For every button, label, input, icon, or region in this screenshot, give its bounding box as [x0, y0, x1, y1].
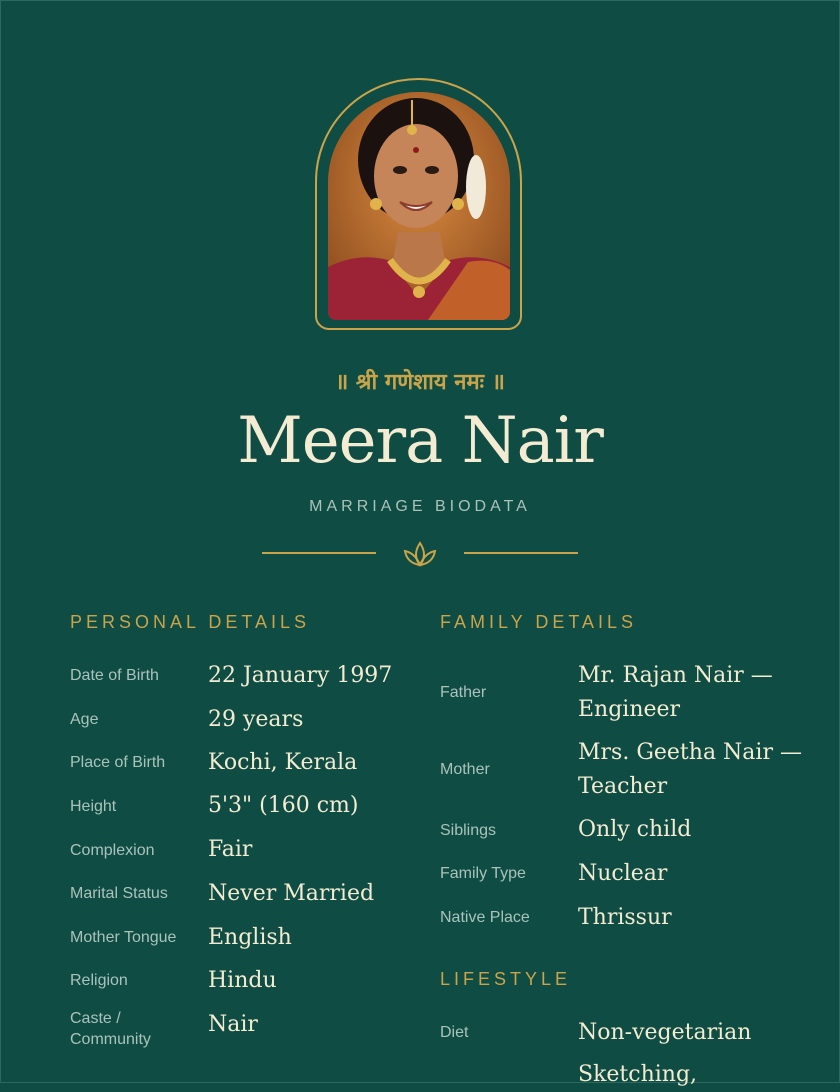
height-value: 5'3" (160 cm) [208, 793, 359, 818]
caste-value: Nair [208, 1012, 258, 1037]
divider-line-right [464, 552, 578, 554]
diet-label: Diet [440, 1024, 469, 1041]
native-place-value: Thrissur [578, 905, 672, 930]
hobbies-value: Sketching, [578, 1062, 698, 1087]
mother-label: Mother [440, 761, 490, 778]
birthplace-label: Place of Birth [70, 754, 166, 771]
family-details-heading: FAMILY DETAILS [440, 612, 638, 632]
dob-value: 22 January 1997 [208, 663, 393, 688]
caste-label: Caste / Community [70, 1010, 151, 1048]
birthplace-value: Kochi, Kerala [208, 750, 358, 775]
family-type-label: Family Type [440, 865, 526, 882]
mother-value-line1: Mrs. Geetha Nair — [578, 740, 802, 765]
age-value: 29 years [208, 707, 304, 732]
mother-tongue-value: English [208, 925, 292, 950]
person-name: Meera Nair [237, 404, 603, 478]
family-type-value: Nuclear [578, 861, 668, 886]
document-subtitle: MARRIAGE BIODATA [309, 498, 531, 515]
mother-tongue-label: Mother Tongue [70, 929, 177, 946]
lifestyle-heading: LIFESTYLE [440, 969, 572, 989]
religion-label: Religion [70, 972, 128, 989]
mother-value-line2: Teacher [578, 774, 668, 799]
complexion-label: Complexion [70, 842, 155, 859]
father-value-line1: Mr. Rajan Nair — [578, 663, 773, 688]
profile-photo [328, 92, 510, 320]
father-value-line2: Engineer [578, 697, 681, 722]
religion-value: Hindu [208, 968, 277, 993]
marital-status-value: Never Married [208, 881, 375, 906]
siblings-value: Only child [578, 817, 692, 842]
father-label: Father [440, 684, 487, 701]
invocation-text: ॥ श्री गणेशाय नमः ॥ [335, 370, 505, 395]
marital-status-label: Marital Status [70, 885, 168, 902]
dob-label: Date of Birth [70, 667, 159, 684]
personal-details-heading: PERSONAL DETAILS [70, 612, 311, 632]
diet-value: Non-vegetarian [578, 1020, 752, 1045]
native-place-label: Native Place [440, 909, 530, 926]
age-label: Age [70, 711, 99, 728]
divider-line-left [262, 552, 376, 554]
lotus-icon [403, 541, 437, 567]
complexion-value: Fair [208, 837, 253, 862]
height-label: Height [70, 798, 117, 815]
siblings-label: Siblings [440, 822, 497, 839]
